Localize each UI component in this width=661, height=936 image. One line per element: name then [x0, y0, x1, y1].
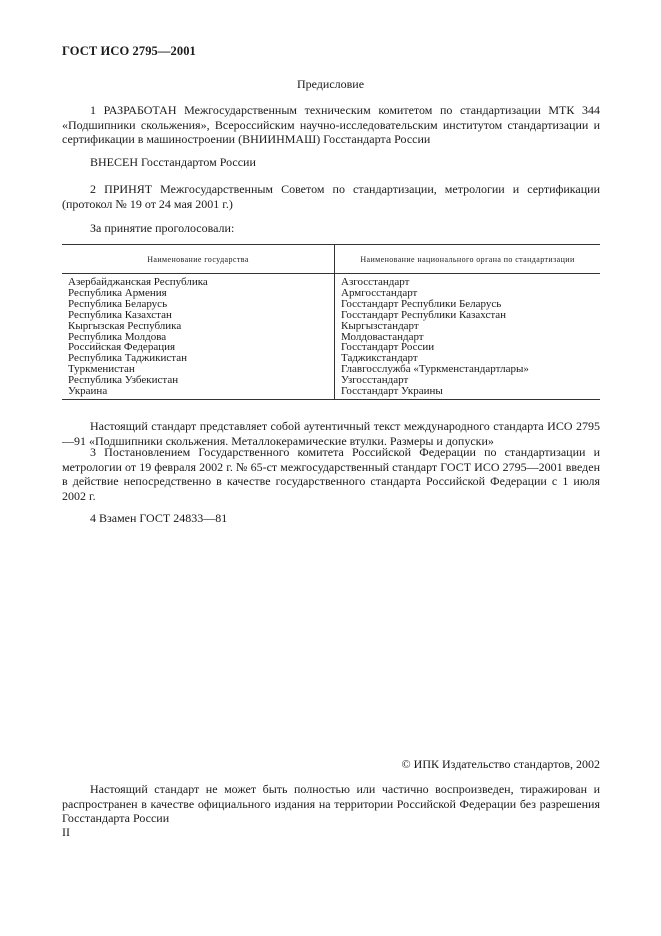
paragraph-replaces [62, 511, 600, 526]
paragraph-authentic [62, 419, 600, 448]
table-cell-body: Азгосстандарт [341, 276, 410, 288]
paragraph-adopted [62, 182, 600, 211]
paragraph-submitted-text: ВНЕСЕН Госстандартом России [90, 155, 256, 169]
paragraph-reproduction-notice [62, 782, 600, 826]
table-cell-state: Республика Таджикистан [62, 353, 335, 364]
table-cell-body: Госстандарт Республики Беларусь [341, 297, 502, 310]
table-cell-body: Молдовастандарт [341, 330, 424, 343]
table-cell-body: Госстандарт Украины [335, 386, 601, 399]
table-cell-body: Госстандарт Республики Казахстан [341, 308, 507, 321]
table-row [62, 386, 600, 399]
paragraph-developed-text: 1 РАЗРАБОТАН Межгосударственным техническим комитетом по стандартизации МТК 344 «Подшипники скольжения», Всероссийским научно-исследовательским институтом стандартизации и сертификации в машиностроении (ВНИИНМАШ) Госстандарта России [62, 103, 600, 147]
table-cell-state: Республика Армения [62, 288, 335, 299]
table-cell-body: Кыргызстандарт [341, 319, 419, 332]
paragraph-developed [62, 103, 600, 147]
table-cell-body: Таджикстандарт [341, 352, 418, 365]
table-cell-body: Главгосслужба «Туркменстандартлары» [341, 363, 529, 376]
table-cell-state: Республика Казахстан [62, 310, 335, 321]
paragraph-reproduction-notice-text: Настоящий стандарт не может быть полностью или частично воспроизведен, тиражирован и распространен в качестве официального издания на территории Российской Федерации без разрешения Госстандарта России [62, 782, 600, 826]
section-title: Предисловие [296, 77, 365, 91]
table-cell-state: Российская Федерация [62, 342, 335, 353]
table-cell-state: Республика Беларусь [62, 299, 335, 310]
table-row [62, 310, 600, 321]
table-cell-state: Республика Узбекистан [62, 375, 335, 386]
table-cell-state: Туркменистан [62, 364, 335, 375]
table-cell-body: Узгосстандарт [341, 374, 409, 387]
copyright-notice: © ИПК Издательство стандартов, 2002 [401, 757, 600, 771]
table-header-state: Наименование государства [62, 245, 335, 274]
table-header-row [62, 245, 600, 274]
paragraph-enacted-text: 3 Постановлением Государственного комитета Российской Федерации по стандартизации и метрологии от 19 февраля 2002 г. № 65-ст межгосударственный стандарт ГОСТ ИСО 2795—2001 введен в действие непосредственно в качестве государственного стандарта Российской Федерации с 1 июля 2002 г. [62, 445, 600, 503]
page-number: II [62, 825, 70, 839]
table-cell-state: Азербайджанская Республика [62, 274, 335, 288]
table-cell-body: Госстандарт России [341, 341, 435, 354]
table-cell-state: Украина [62, 386, 335, 399]
paragraph-voted-text: За принятие проголосовали: [90, 221, 235, 235]
table-row [62, 375, 600, 386]
voting-table [62, 244, 600, 400]
table-header-body: Наименование национального органа по стандартизации [335, 245, 601, 274]
document-header: ГОСТ ИСО 2795—2001 [62, 44, 196, 58]
paragraph-authentic-text: Настоящий стандарт представляет собой аутентичный текст международного стандарта ИСО 2795—91 «Подшипники скольжения. Металлокерамические втулки. Размеры и допуски» [62, 419, 600, 448]
paragraph-enacted [62, 445, 600, 503]
paragraph-replaces-text: 4 Взамен ГОСТ 24833—81 [90, 511, 228, 525]
table-cell-body: Армгосстандарт [341, 286, 418, 299]
paragraph-submitted [62, 155, 600, 170]
table-row [62, 274, 600, 288]
table-row [62, 321, 600, 332]
paragraph-adopted-text: 2 ПРИНЯТ Межгосударственным Советом по стандартизации, метрологии и сертификации (протокол № 19 от 24 мая 2001 г.) [62, 182, 600, 211]
table-cell-state: Кыргызская Республика [62, 321, 335, 332]
table-cell-state: Республика Молдова [62, 332, 335, 343]
paragraph-voted [62, 221, 600, 236]
